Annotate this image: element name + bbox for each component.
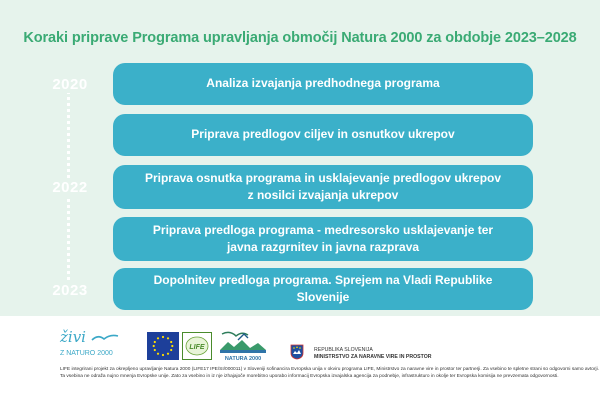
zivi-text: živi xyxy=(60,328,86,346)
year-label-2022: 2022 xyxy=(40,179,100,196)
ministry-line-1: REPUBLIKA SLOVENIJA xyxy=(314,347,373,353)
funding-disclaimer: LIFE integrirani projekt za okrepljeno upravljanje Natura 2000 (LIFE17 IPE/SI/000011) v Sloveniji sofinancira Evropska unija v okviru programa LIFE, Ministrstvo za naravne vire in prostor ter partnerji. Za vsebino te spletne strani so odgovorni samo avtorji. Ta vsebina ne odraža nujno mnenja Evropske unije. Zato za vsebino in iz nje izhajajoče morebitno uporabo informacij Evropska izvajalska agencija za podnebje, infrastrukturo in okolje ter Evropska komisija ne prevzemata odgovornosti. xyxy=(60,367,600,380)
page-title: Koraki priprave Programa upravljanja območij Natura 2000 za obdobje 2023–2028 xyxy=(23,30,577,46)
ministry-line-2: MINISTRSTVO ZA NARAVNE VIRE IN PROSTOR xyxy=(314,354,432,361)
ministry-name xyxy=(314,347,432,362)
life-text: LIFE xyxy=(189,344,205,351)
logo-row xyxy=(0,316,600,364)
natura-2000-logo xyxy=(218,328,268,362)
step-2: Priprava predlogov ciljev in osnutkov ukrepov xyxy=(113,114,533,156)
step-3: Priprava osnutka programa in usklajevanje predlogov ukrepov z nosilci izvajanja ukrepov xyxy=(113,165,533,209)
step-4: Priprava predloga programa - medresorsko usklajevanje ter javna razgrnitev in javna razprava xyxy=(113,217,533,261)
natura-2000-text: NATURA 2000 xyxy=(224,356,262,362)
life-logo xyxy=(182,332,212,360)
eu-flag-icon xyxy=(147,332,179,360)
slovenia-crest-icon xyxy=(290,344,304,360)
year-label-2020: 2020 xyxy=(40,76,100,93)
step-5: Dopolnitev predloga programa. Sprejem na Vladi Republike Slovenije xyxy=(113,268,533,310)
step-1: Analiza izvajanja predhodnega programa xyxy=(113,63,533,105)
bird-icon xyxy=(90,332,120,344)
year-label-2023: 2023 xyxy=(40,282,100,299)
natura-text: Z NATURO 2000 xyxy=(60,350,113,357)
footer xyxy=(0,316,600,400)
zivi-natura-logo xyxy=(60,328,130,362)
